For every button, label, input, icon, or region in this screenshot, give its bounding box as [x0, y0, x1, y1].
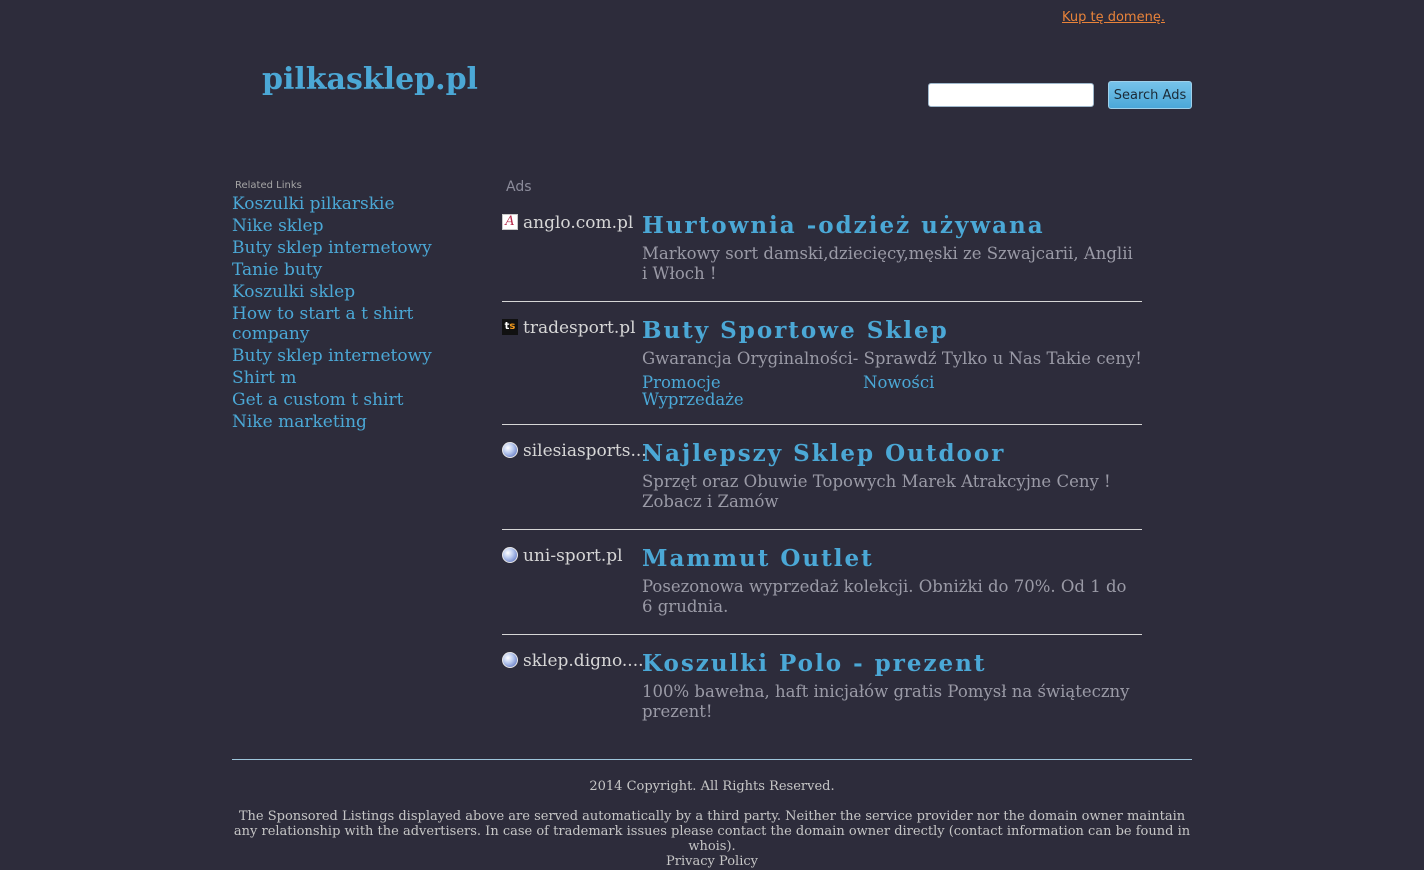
related-link[interactable]: Koszulki sklep	[232, 282, 356, 302]
ad-title-link[interactable]: Hurtownia -odzież używana	[642, 212, 1045, 239]
ad-listing	[502, 425, 1142, 530]
related-link[interactable]: Nike marketing	[232, 412, 367, 432]
ad-description: Sprzęt oraz Obuwie Topowych Marek Atrakcyjne Ceny ! Zobacz i Zamów	[642, 472, 1111, 511]
related-link[interactable]: Shirt m	[232, 368, 297, 388]
globe-icon	[502, 442, 518, 458]
globe-icon	[502, 652, 518, 668]
ad-domain-link[interactable]: sklep.digno....	[523, 651, 644, 671]
search-input[interactable]	[928, 83, 1094, 107]
ad-description: Gwarancja Oryginalności- Sprawdź Tylko u Nas Takie ceny!	[642, 349, 1142, 368]
related-link[interactable]: How to start a t shirt company	[232, 304, 414, 344]
footer-divider	[232, 759, 1192, 760]
related-link[interactable]: Tanie buty	[232, 260, 323, 280]
ad-domain-link[interactable]: anglo.com.pl	[523, 213, 634, 233]
ad-listing	[502, 206, 1142, 302]
ad-description: 100% bawełna, haft inicjałów gratis Pomysł na świąteczny prezent!	[642, 682, 1130, 721]
disclaimer-text: The Sponsored Listings displayed above are served automatically by a third party. Neither the service provider nor the domain owner maintain any relationship with the advertisers. In case of trademark issues please contact the domain owner directly (contact information can be found in whois).	[233, 809, 1191, 854]
related-link[interactable]: Buty sklep internetowy	[232, 238, 432, 258]
related-links-panel	[232, 178, 462, 434]
site-title: pilkasklep.pl	[262, 62, 478, 97]
ad-domain-link[interactable]: tradesport.pl	[523, 318, 636, 338]
buy-domain-link[interactable]: Kup tę domenę.	[1062, 10, 1165, 25]
search-ads-button[interactable]: Search Ads	[1108, 81, 1192, 109]
related-link[interactable]: Koszulki pilkarskie	[232, 194, 395, 214]
ad-description: Posezonowa wyprzedaż kolekcji. Obniżki do 70%. Od 1 do 6 grudnia.	[642, 577, 1127, 616]
copyright-text: 2014 Copyright. All Rights Reserved.	[589, 779, 835, 794]
ad-title-link[interactable]: Koszulki Polo - prezent	[642, 650, 987, 677]
ads-heading: Ads	[506, 179, 532, 195]
ad-domain-link[interactable]: uni-sport.pl	[523, 546, 623, 566]
tradesport-ts-icon: ts	[502, 319, 518, 335]
anglo-a-icon: A	[502, 214, 518, 230]
ad-sitelink-wyprzedaze[interactable]: Wyprzedaże	[642, 390, 744, 409]
ad-domain-link[interactable]: silesiasports...	[523, 441, 647, 461]
ad-title-link[interactable]: Mammut Outlet	[642, 545, 874, 572]
related-link[interactable]: Buty sklep internetowy	[232, 346, 432, 366]
globe-icon	[502, 547, 518, 563]
privacy-policy-link[interactable]: Privacy Policy	[666, 854, 758, 869]
ad-listing	[502, 302, 1142, 425]
related-link[interactable]: Get a custom t shirt	[232, 390, 404, 410]
related-links-heading: Related Links	[235, 180, 302, 191]
related-link[interactable]: Nike sklep	[232, 216, 324, 236]
ad-description: Markowy sort damski,dziecięcy,męski ze Szwajcarii, Anglii i Włoch !	[642, 244, 1133, 283]
ad-listing	[502, 635, 1142, 735]
ad-title-link[interactable]: Buty Sportowe Sklep	[642, 317, 949, 344]
ad-listing	[502, 530, 1142, 635]
ad-sitelink-nowosci[interactable]: Nowości	[863, 373, 935, 392]
ad-sitelink-promocje[interactable]: Promocje	[642, 373, 721, 392]
ad-title-link[interactable]: Najlepszy Sklep Outdoor	[642, 440, 1006, 467]
